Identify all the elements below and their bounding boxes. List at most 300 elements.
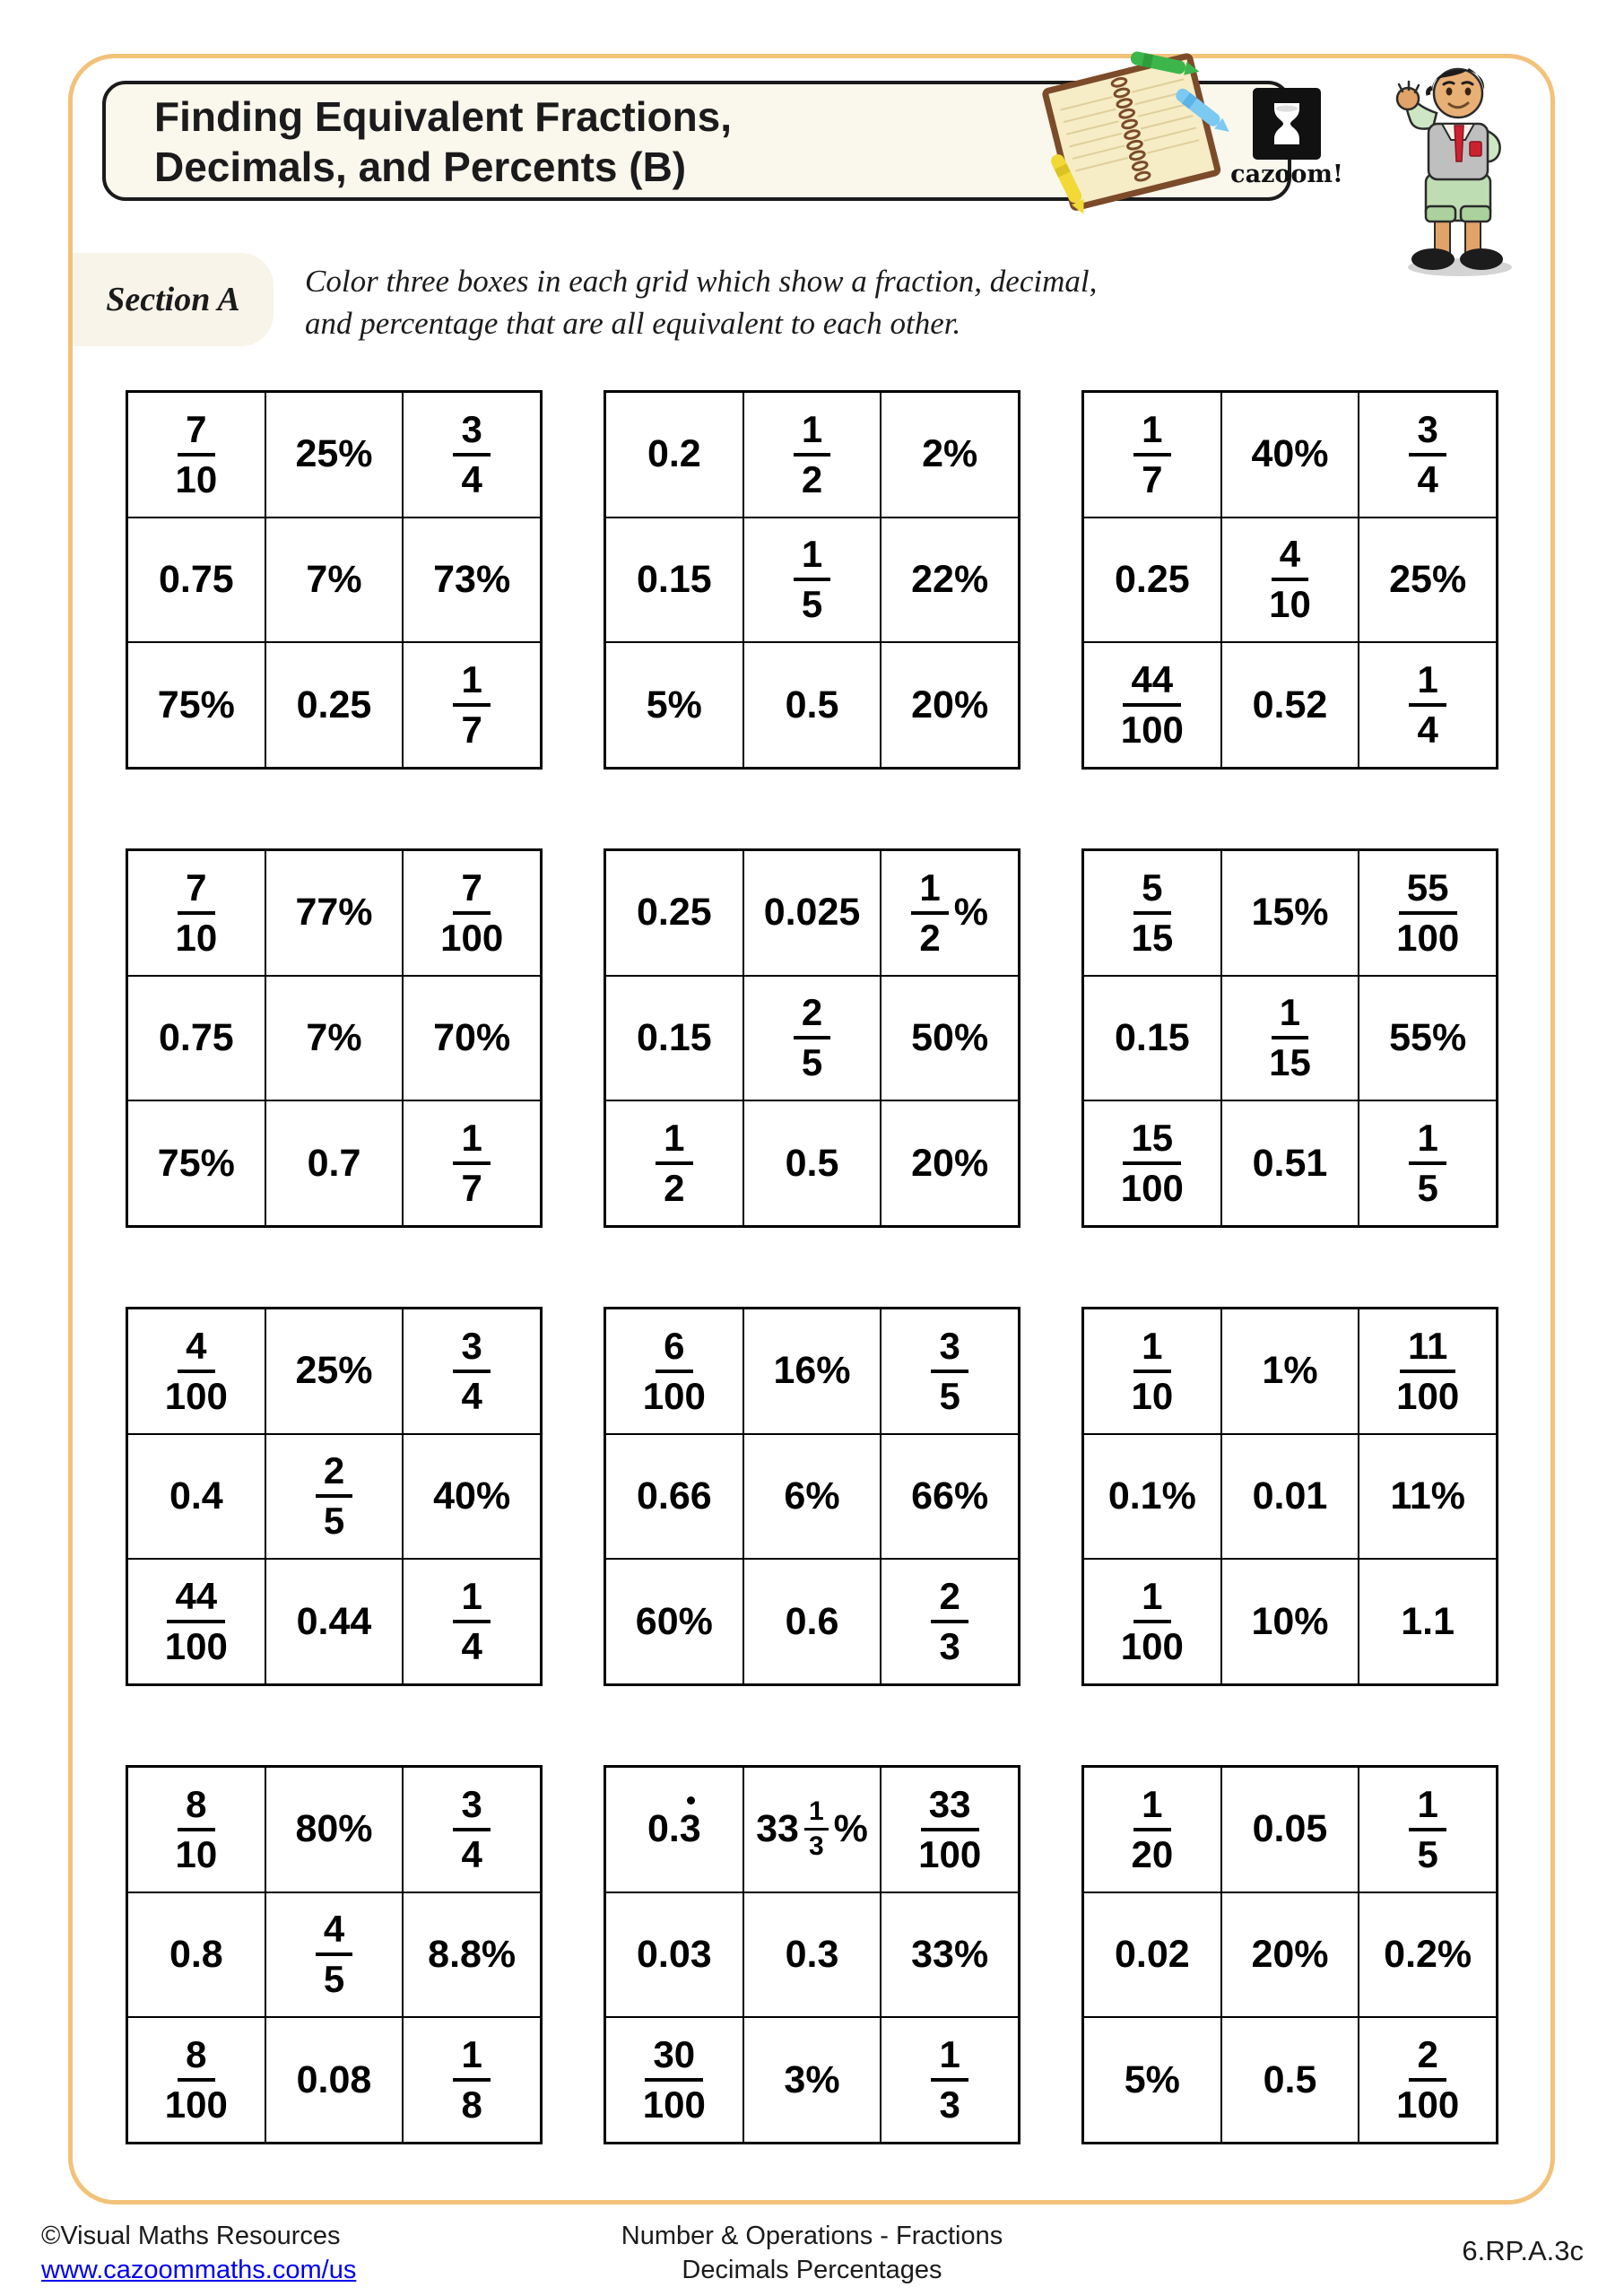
grid-cell[interactable] [127,642,265,768]
grid-cell[interactable] [605,1767,743,1892]
grid-cell[interactable] [1083,2017,1221,2143]
grid-cell[interactable] [1221,850,1359,976]
cell-value [175,865,218,959]
grid-cell[interactable] [265,517,404,643]
fraction-denominator: 8 [461,2083,482,2126]
fraction-numerator: 1 [1272,994,1308,1039]
cell-value: 3% [784,2057,840,2101]
cell-value [1269,533,1311,626]
grid-cell[interactable] [1359,392,1497,517]
grid-cell[interactable] [1359,1434,1497,1560]
fraction [1269,533,1311,626]
grid-cell[interactable] [605,1100,743,1226]
fraction [175,865,218,959]
fraction-denominator: 3 [939,1625,960,1668]
grid-cell[interactable] [881,1309,1019,1434]
cell-value [440,865,504,959]
cell-value: 0.66 [636,1474,712,1518]
cell-value: 16% [773,1349,851,1393]
cell-value: 0.5 [785,1141,839,1185]
fraction [1396,1324,1460,1417]
fraction-numerator: 1 [453,1119,490,1165]
cell-value: 0.02 [1114,1932,1190,1976]
cell-value: 50% [911,1015,989,1059]
cell-value: 77% [295,891,373,935]
grid-cell[interactable] [743,1767,881,1892]
grid-cell[interactable] [881,642,1019,768]
fraction-denominator: 3 [939,2083,960,2126]
fraction-numerator: 33 [921,1786,979,1831]
fraction [1409,1782,1446,1875]
fraction-denominator: 100 [1120,1167,1184,1210]
fraction-denominator: 4 [1417,709,1438,752]
page-title [154,91,732,192]
cell-value: 25% [295,432,373,476]
fraction [1396,2033,1460,2126]
grid-cell[interactable] [403,850,541,976]
fraction-denominator: 100 [1396,2083,1460,2126]
grid-cell[interactable] [403,1892,541,2018]
grid-cell[interactable] [1083,1559,1221,1684]
grid-cell[interactable] [605,517,743,643]
cell-value: 55% [1389,1015,1467,1059]
grid-cell[interactable] [1221,392,1359,517]
grid-cell[interactable] [881,1892,1019,2018]
cell-value: 60% [635,1599,713,1643]
grid-cell[interactable] [265,2017,404,2143]
grid-cell[interactable] [743,976,881,1101]
grid-cell[interactable] [1083,850,1221,976]
fraction-denominator: 5 [801,583,823,626]
cell-value [1396,1324,1460,1417]
fraction [453,2033,490,2126]
fraction [1396,865,1460,959]
grid-cell[interactable] [265,392,404,517]
grid-cell[interactable] [127,1100,265,1226]
fraction-numerator: 1 [911,869,948,915]
grid-cell[interactable] [127,1559,265,1684]
footer-left [41,2219,356,2288]
fraction-denominator: 7 [461,709,482,752]
cell-value: 0.15 [636,1015,712,1059]
cell-value [1133,407,1170,500]
fraction [1131,1782,1174,1875]
cell-value: 15% [1251,891,1329,935]
cell-value: 0.5 [1263,2057,1317,2101]
grid-cell[interactable] [1083,1309,1221,1434]
grid-cell[interactable] [881,392,1019,517]
grid-cell[interactable] [881,1434,1019,1560]
grid-cell[interactable] [881,1100,1019,1226]
cell-value [453,1117,490,1210]
fraction [931,1575,968,1668]
notebook-crayons-illustration [1029,47,1245,226]
cell-value [175,1782,218,1875]
fraction-denominator: 100 [164,1625,228,1668]
grid-cell[interactable] [605,2017,743,2143]
cell-value [164,1575,228,1668]
grid-cell[interactable] [265,1559,404,1684]
grid-cell[interactable] [1221,517,1359,643]
fraction [804,1798,829,1860]
grid-cell[interactable] [265,850,404,976]
fraction [656,1117,692,1210]
grid-cell[interactable] [605,392,743,517]
cell-value: 20% [911,1141,989,1185]
equivalence-grid-3 [1081,390,1498,770]
grid-cell[interactable] [403,642,541,768]
fraction-denominator: 15 [1269,1041,1311,1084]
fraction-denominator: 2 [801,457,823,500]
equivalence-grid-8 [604,1307,1020,1686]
fraction [453,1782,490,1875]
fraction [316,1449,352,1543]
cell-value [1396,865,1460,959]
percent-suffix: % [833,1807,868,1851]
grid-cell[interactable] [1083,642,1221,768]
fraction [316,1908,352,2001]
fraction [911,865,948,959]
grid-cell[interactable] [743,392,881,517]
grid-cell[interactable] [1359,1892,1497,2018]
fraction [1120,1117,1184,1210]
grid-cell[interactable] [881,850,1019,976]
fraction-denominator: 10 [175,916,218,959]
fraction [794,533,830,626]
fraction-numerator: 4 [316,1910,352,1956]
grid-cell[interactable] [605,976,743,1101]
cell-value: 22% [911,557,989,601]
cell-value [175,407,218,500]
cell-value [918,1782,982,1875]
fraction-numerator: 1 [1409,661,1446,707]
grid-cell[interactable] [127,976,265,1101]
cell-value [794,407,830,500]
cell-value: 0.2 [647,432,701,476]
grid-cell[interactable] [1359,642,1497,768]
grid-cell[interactable] [265,1767,404,1892]
grid-cell[interactable] [1359,1100,1497,1226]
fraction [1120,1575,1184,1668]
fraction-denominator: 100 [164,1374,228,1417]
fraction-numerator: 15 [1123,1119,1181,1165]
fraction [1269,991,1311,1084]
cell-value: 0.8 [169,1932,223,1976]
cell-value: 0.75 [158,557,234,601]
grid-cell[interactable] [743,642,881,768]
grids [126,390,1498,2144]
equivalence-grid-10 [126,1765,543,2144]
fraction-numerator: 3 [453,1786,490,1831]
grid-cell[interactable] [605,850,743,976]
grid-cell[interactable] [265,1892,404,2018]
fraction-denominator: 10 [175,457,218,500]
fraction-numerator: 44 [167,1578,225,1623]
grid-cell[interactable] [1359,2017,1497,2143]
grid-cell[interactable] [403,1767,541,1892]
grid-cell[interactable] [743,1434,881,1560]
cell-value: 8.8% [428,1932,517,1976]
fraction [1409,1117,1446,1210]
grid-cell[interactable] [1083,1892,1221,2018]
grid-cell[interactable] [1359,517,1497,643]
grid-cell[interactable] [265,1434,404,1560]
cell-value: 0.03 [636,1932,712,1976]
cell-value: 0.52 [1252,683,1328,726]
cell-value: 80% [295,1807,373,1851]
fraction-denominator: 10 [1131,1374,1174,1417]
grid-cell[interactable] [1221,1100,1359,1226]
grid-cell[interactable] [881,1767,1019,1892]
cell-value [931,2033,968,2126]
grid-cell[interactable] [1221,1767,1359,1892]
grid-cell[interactable] [403,976,541,1101]
fraction-denominator: 5 [323,1500,345,1543]
cell-value: 25% [1389,557,1467,601]
cell-value: 25% [295,1349,373,1393]
grid-cell[interactable] [1221,2017,1359,2143]
grid-cell[interactable] [403,1434,541,1560]
grid-cell[interactable] [1083,392,1221,517]
grid-cell[interactable] [605,1309,743,1434]
fraction [794,407,830,500]
fraction-denominator: 100 [642,1374,706,1417]
grid-cell[interactable] [743,1100,881,1226]
fraction [440,865,504,959]
cell-value: 0.3 [785,1932,839,1976]
footer-center [621,2219,1003,2288]
fraction-numerator: 4 [178,1327,214,1373]
fraction [164,2033,228,2126]
grid-cell[interactable] [127,1434,265,1560]
fraction-numerator: 2 [931,1578,968,1623]
grid-cell[interactable] [265,1100,404,1226]
cell-value [642,1324,706,1417]
fraction [175,1782,218,1875]
cell-value: 1% [1262,1349,1318,1393]
grid-cell[interactable] [403,1309,541,1434]
fraction [453,658,490,752]
grid-cell[interactable] [403,392,541,517]
cell-value: 5% [1124,2057,1180,2101]
cell-value: 0.75 [158,1015,234,1059]
fraction [453,1324,490,1417]
grid-cell[interactable] [1359,1767,1497,1892]
equivalence-grid-9 [1081,1307,1498,1686]
fraction-denominator: 4 [1417,457,1438,500]
fraction-numerator: 2 [794,994,830,1039]
grid-cell[interactable] [1221,1892,1359,2018]
equivalence-grid-1 [126,390,543,770]
grid-cell[interactable] [403,2017,541,2143]
grid-cell[interactable] [127,850,265,976]
cell-value [1409,658,1446,752]
instructions-line1: Color three boxes in each grid which show a fraction, decimal, [305,264,1098,299]
cell-value: 7% [306,557,362,601]
cell-value: 0.51 [1252,1141,1328,1185]
cell-value: 6% [784,1474,840,1518]
cell-value: 0.15 [636,557,712,601]
cell-value: 2% [922,432,978,476]
grid-cell[interactable] [403,1559,541,1684]
grid-cell[interactable] [605,642,743,768]
fraction-numerator: 3 [1409,411,1446,457]
cell-value [656,1117,692,1210]
grid-cell[interactable] [127,1892,265,2018]
cell-value [453,658,490,752]
fraction [1120,658,1184,752]
grid-cell[interactable] [265,1309,404,1434]
mixed-whole: 33 [756,1807,799,1851]
fraction-denominator: 100 [1396,916,1460,959]
cell-value: 20% [911,683,989,726]
grid-cell[interactable] [881,517,1019,643]
fraction-numerator: 8 [178,1786,214,1831]
grid-cell[interactable] [743,1309,881,1434]
cell-value: 0.4 [169,1474,223,1518]
percent-suffix: % [953,891,988,935]
fraction-numerator: 3 [931,1327,968,1373]
grid-cell[interactable] [743,517,881,643]
fraction-numerator: 7 [453,869,490,915]
section-label: Section A [106,281,240,318]
cell-value: 10% [1251,1599,1329,1643]
fraction [1409,407,1446,500]
grid-cell[interactable] [1083,1434,1221,1560]
grid-cell[interactable] [743,1559,881,1684]
equivalence-grid-7 [126,1307,543,1686]
cell-value [1120,1117,1184,1210]
website-link[interactable]: www.cazoommaths.com/us [41,2256,357,2285]
cell-value: 11% [1390,1474,1466,1518]
grid-cell[interactable] [1221,976,1359,1101]
cell-value: 73% [433,557,511,601]
footer-topic-line2: Decimals Percentages [682,2256,942,2285]
fraction-numerator: 1 [453,1578,490,1623]
cell-value [1131,1324,1174,1417]
equivalence-grid-2 [604,390,1020,770]
fraction-numerator: 1 [656,1119,692,1165]
fraction-denominator: 4 [461,1374,482,1417]
cell-value [794,991,830,1084]
fraction-numerator: 1 [794,535,830,581]
grid-cell[interactable] [881,1559,1019,1684]
grid-cell[interactable] [743,850,881,976]
fraction [164,1575,228,1668]
fraction-denominator: 100 [1396,1374,1460,1417]
grid-cell[interactable] [1083,976,1221,1101]
grid-cell[interactable] [1221,1309,1359,1434]
grid-cell[interactable] [265,642,404,768]
fraction [931,2033,968,2126]
grid-cell[interactable] [743,1892,881,2018]
cell-value: 0.6 [785,1599,839,1643]
grid-cell[interactable] [403,1100,541,1226]
grid-cell[interactable] [1083,1767,1221,1892]
grid-cell[interactable] [1083,1100,1221,1226]
fraction-denominator: 4 [461,1625,482,1668]
cell-value: 75% [157,683,235,726]
fraction-numerator: 1 [1409,1119,1446,1165]
cell-value: 0.05 [1252,1807,1328,1851]
grid-cell[interactable] [605,1559,743,1684]
fraction-denominator: 5 [1417,1832,1438,1875]
cell-value [1409,1782,1446,1875]
fraction [794,991,830,1084]
fraction-numerator: 4 [1272,535,1308,581]
grid-cell[interactable] [127,1767,265,1892]
grid-cell[interactable] [1221,642,1359,768]
grid-cell[interactable] [1359,1309,1497,1434]
fraction-numerator: 2 [1409,2036,1446,2082]
grid-cell[interactable] [265,976,404,1101]
grid-cell[interactable] [881,976,1019,1101]
cell-value [931,1324,968,1417]
cell-value [164,2033,228,2126]
fraction-numerator: 2 [316,1452,352,1498]
grid-cell[interactable] [1221,1559,1359,1684]
fraction-numerator: 30 [645,2036,703,2082]
fraction-denominator: 2 [919,916,941,959]
cell-value [1269,991,1311,1084]
grid-cell[interactable] [1221,1434,1359,1560]
fraction [1409,658,1446,752]
grid-cell[interactable] [1359,1559,1497,1684]
cell-value: 33% [911,1932,989,1976]
cell-value: 0.44 [296,1599,372,1643]
fraction-numerator: 11 [1400,1327,1455,1373]
grid-cell[interactable] [127,392,265,517]
fraction-numerator: 1 [1133,1578,1170,1623]
fraction [175,407,218,500]
grid-cell[interactable] [881,2017,1019,2143]
fraction [642,2033,706,2126]
fraction-denominator: 5 [1417,1167,1438,1210]
page-title-line2: Decimals, and Percents (B) [154,144,687,191]
grid-cell[interactable] [605,1892,743,2018]
cell-value: 20% [1251,1932,1329,1976]
fraction-denominator: 5 [323,1958,345,2001]
grid-cell[interactable] [127,517,265,643]
cell-value [1396,2033,1460,2126]
grid-cell[interactable] [127,2017,265,2143]
cell-value [453,1575,490,1668]
fraction [453,1117,490,1210]
fraction [1131,865,1174,959]
fraction-numerator: 5 [1133,869,1170,915]
fraction-denominator: 10 [1269,583,1311,626]
grid-cell[interactable] [605,1434,743,1560]
grid-cell[interactable] [1359,850,1497,976]
fraction-numerator: 1 [931,2036,968,2082]
grid-cell[interactable] [403,517,541,643]
cell-value [931,1575,968,1668]
cell-value [1131,865,1174,959]
grid-cell[interactable] [1359,976,1497,1101]
grid-cell[interactable] [127,1309,265,1434]
cell-value: 0.5 [785,683,839,726]
boy-illustration [1379,52,1533,278]
fraction [1131,1324,1174,1417]
grid-cell[interactable] [1083,517,1221,643]
fraction-denominator: 5 [939,1374,960,1417]
fraction [164,1324,228,1417]
grid-cell[interactable] [743,2017,881,2143]
cell-value: 0.25 [636,891,712,935]
fraction-denominator: 4 [461,457,482,500]
fraction-numerator: 1 [1133,411,1170,457]
fraction-denominator: 7 [1142,457,1163,500]
